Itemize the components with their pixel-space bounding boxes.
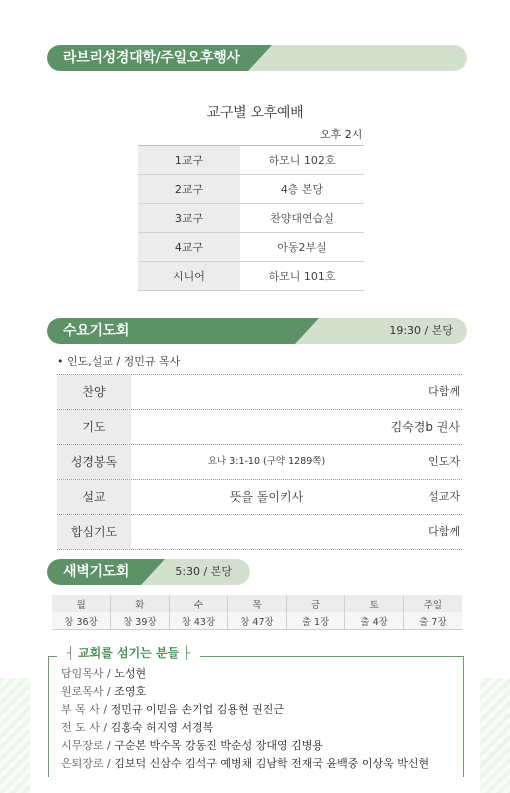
order-right: 설교자 [428, 490, 460, 503]
servant-names: 구순본 박수목 강동진 박순성 장대영 김병용 [114, 739, 323, 752]
servant-line [61, 719, 213, 735]
title-divider-left: ┤ [67, 646, 79, 660]
servant-line [61, 755, 429, 771]
day-cell: 금 [286, 595, 345, 612]
title-divider-right: ├ [179, 646, 191, 660]
servant-role: 원로목사 / [61, 685, 115, 698]
servant-role: 담임목사 / [61, 667, 115, 680]
table-row [138, 146, 364, 175]
worship-order [57, 374, 462, 550]
order-middle: 요나 3:1-10 (구약 1289쪽) [207, 456, 326, 467]
order-right: 김숙경b 권사 [390, 420, 460, 434]
order-right: 다함께 [428, 525, 460, 538]
servants-title [57, 645, 200, 661]
day-cell: 수 [169, 595, 228, 612]
table-row [138, 233, 364, 262]
order-right: 인도자 [428, 455, 460, 468]
table-row [52, 595, 462, 612]
table-row [138, 175, 364, 204]
day-cell: 토 [345, 595, 404, 612]
afternoon-time: 오후 2시 [320, 128, 363, 141]
table-row [52, 612, 462, 630]
order-row-praise [57, 374, 462, 410]
wednesday-time-place: 19:30 / 본당 [389, 324, 453, 337]
servant-names: 김홍숙 허지영 서경복 [110, 721, 214, 734]
order-label: 찬양 [57, 375, 131, 409]
dawn-section-header [47, 559, 250, 585]
servant-role: 시무장로 / [61, 739, 115, 752]
district-place: 아동2부실 [240, 233, 364, 262]
table-row [138, 204, 364, 233]
district-place: 찬양대연습실 [240, 204, 364, 233]
wednesday-section-header [47, 318, 467, 344]
day-cell: 화 [111, 595, 170, 612]
district-place: 4층 본당 [240, 175, 364, 204]
order-label: 기도 [57, 410, 131, 444]
district-place: 하모니 101호 [240, 262, 364, 291]
chapter-cell: 창 39장 [111, 612, 170, 630]
servants-title-text: 교회를 섬기는 분들 [78, 646, 180, 660]
servant-line [61, 737, 323, 753]
district-name: 1교구 [138, 146, 240, 175]
servant-names: 김보덕 신삼수 김석구 예병채 김남학 전재국 윤백중 이상욱 박신현 [114, 757, 430, 770]
chapter-cell: 출 1장 [286, 612, 345, 630]
chapter-cell: 출 7장 [403, 612, 462, 630]
chapter-cell: 출 4장 [345, 612, 404, 630]
day-cell: 주일 [403, 595, 462, 612]
servant-line [61, 701, 284, 717]
servant-names: 조영호 [114, 685, 147, 698]
order-label: 설교 [57, 480, 131, 514]
servant-role: 전 도 사 / [61, 721, 111, 734]
afternoon-section-title: 라브리성경대학/주일오후행사 [63, 50, 240, 66]
district-name: 시니어 [138, 262, 240, 291]
servant-line [61, 665, 146, 681]
order-row-group-prayer [57, 515, 462, 550]
district-name: 2교구 [138, 175, 240, 204]
order-row-sermon [57, 480, 462, 515]
servant-line [61, 683, 146, 699]
chapter-cell: 창 43장 [169, 612, 228, 630]
afternoon-section-header [47, 45, 467, 71]
servant-names: 정민규 이믿음 손기업 김용현 권진근 [110, 703, 284, 716]
dawn-schedule-table [52, 595, 462, 630]
district-place: 하모니 102호 [240, 146, 364, 175]
chapter-cell: 창 36장 [52, 612, 111, 630]
order-right: 다함께 [428, 385, 460, 398]
order-label: 합심기도 [57, 515, 131, 549]
chapter-cell: 창 47장 [228, 612, 287, 630]
order-label: 성경봉독 [57, 445, 131, 479]
order-row-prayer [57, 410, 462, 445]
district-table [138, 145, 364, 291]
order-row-scripture [57, 445, 462, 480]
district-table-title: 교구별 오후예배 [206, 105, 304, 121]
district-name: 4교구 [138, 233, 240, 262]
servant-role: 부 목 사 / [61, 703, 111, 716]
dawn-section-title: 새벽기도회 [63, 564, 130, 580]
wednesday-section-title: 수요기도회 [63, 323, 130, 339]
day-cell: 월 [52, 595, 111, 612]
order-middle: 뜻을 돌이키사 [229, 490, 304, 504]
district-name: 3교구 [138, 204, 240, 233]
dawn-time-place: 5:30 / 본당 [175, 565, 232, 578]
table-row [138, 262, 364, 291]
servant-role: 은퇴장로 / [61, 757, 115, 770]
wednesday-leader: • 인도,설교 / 정민규 목사 [57, 355, 181, 368]
day-cell: 목 [228, 595, 287, 612]
servant-names: 노성현 [114, 667, 147, 680]
